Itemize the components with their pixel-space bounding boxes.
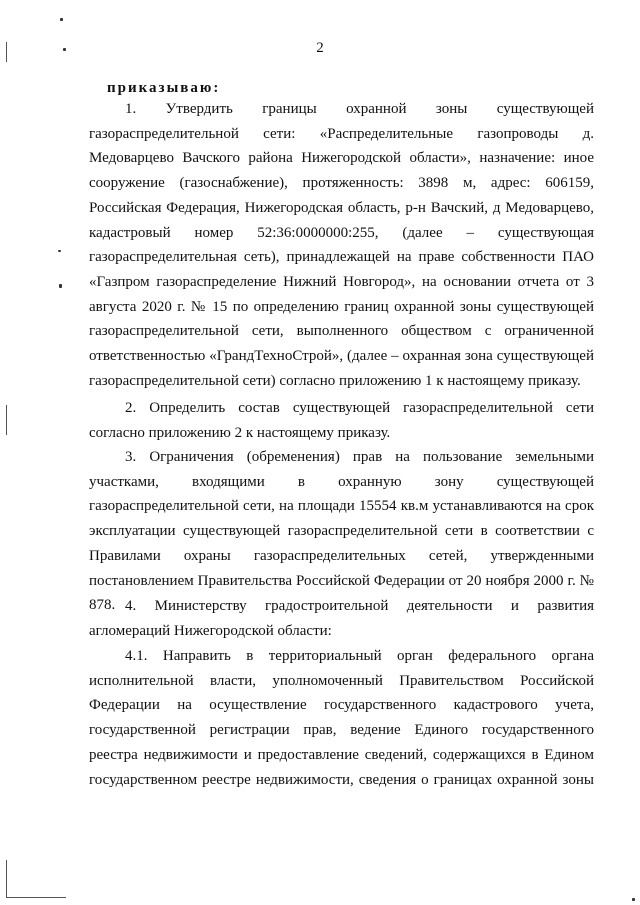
paragraph-4-text: 4. Министерству градостроительной деятельности и развития агломераций Нижегородской области: bbox=[89, 598, 594, 639]
scan-speck bbox=[60, 18, 63, 21]
paragraph-1 bbox=[89, 97, 594, 393]
bottom-edge-line bbox=[6, 897, 66, 898]
paragraph-4 bbox=[89, 594, 594, 643]
scan-speck bbox=[59, 284, 62, 288]
paragraph-2-text: 2. Определить состав существующей газораспределительной сети согласно приложению 2 к настоящему приказу. bbox=[89, 400, 594, 441]
order-heading: приказываю: bbox=[107, 80, 221, 96]
scan-speck bbox=[632, 898, 635, 901]
paragraph-3-text: 3. Ограничения (обременения) прав на пользование земельными участками, входящими в охранную зону существующей газораспределительной сети, на площади 15554 кв.м устанавливаются на срок эксплуатации существующей газораспределительной сети в соответствии с Правилами охраны газораспределительных сетей, утвержденными постановлением Правительства Российской Федерации от 20 ноября 2000 г. № 878. bbox=[89, 449, 594, 614]
scan-speck bbox=[58, 250, 61, 252]
left-margin-line-bottom bbox=[6, 860, 7, 898]
paragraph-2 bbox=[89, 396, 594, 445]
left-margin-line-mid bbox=[6, 405, 7, 435]
paragraph-1-text: 1. Утвердить границы охранной зоны существующей газораспределительной сети: «Распределительные газопроводы д. Медоварцево Вачского района Нижегородской области», назначение: иное сооружение (газоснабжение), протяженность: 3898 м, адрес: 606159, Российская Федерация, Нижегородская область, р-н Вачский, д Медоварцево, кадастровый номер 52:36:0000000:255, (далее – существующая газораспределительная сеть), принадлежащей на праве собственности ПАО «Газпром газораспределение Нижний Новгород», на основании отчета от 3 августа 2020 г. № 15 по определению границ охранной зоны существующей газораспределительной сети, выполненного обществом с ограниченной ответственностью «ГрандТехноСтрой», (далее – охранная зона существующей газораспределительной сети) согласно приложению 1 к настоящему приказу. bbox=[89, 101, 594, 389]
paragraph-4-1 bbox=[89, 644, 594, 792]
paragraph-4-1-text: 4.1. Направить в территориальный орган федерального органа исполнительной власти, уполномоченный Правительством Российской Федерации на осуществление государственного кадастрового учета, государственной регистрации прав, ведение Единого государственного реестра недвижимости и предоставление сведений, содержащихся в Едином государственном реестре недвижимости, сведения о границах охранной зоны bbox=[89, 648, 594, 788]
paragraph-3 bbox=[89, 445, 594, 618]
page-number: 2 bbox=[316, 40, 324, 56]
